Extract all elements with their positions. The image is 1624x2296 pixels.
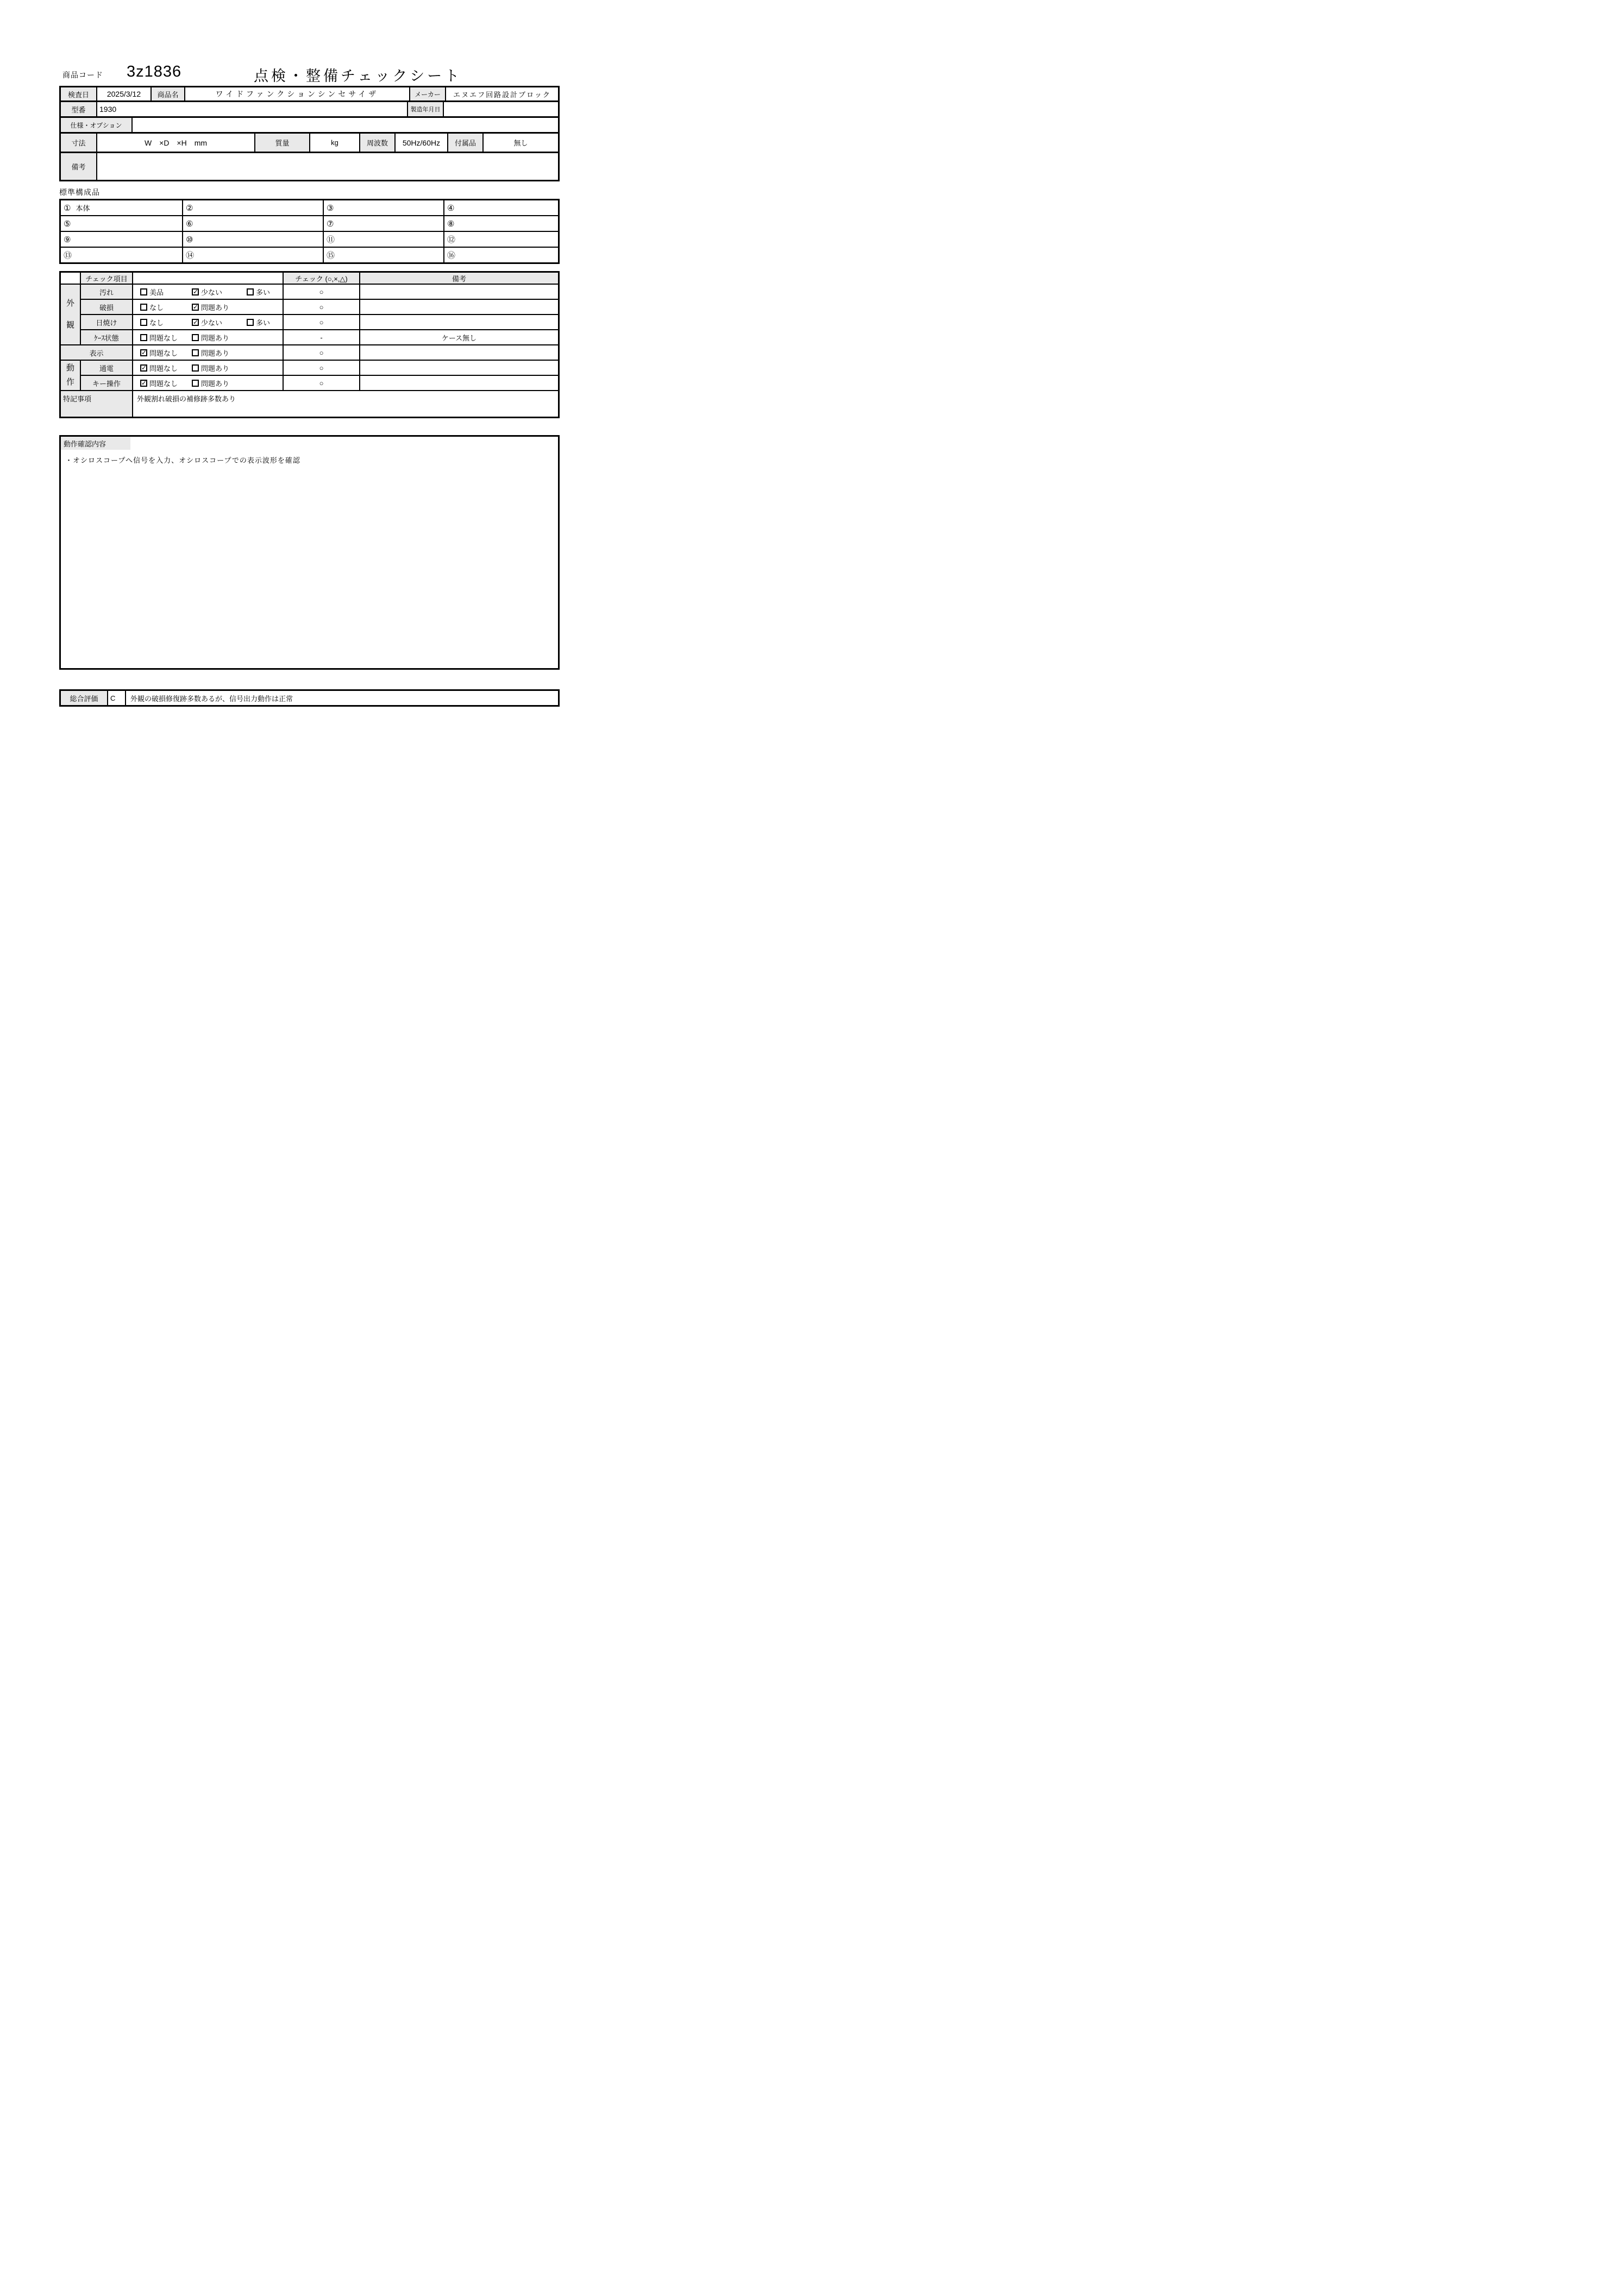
option-label: なし (149, 318, 164, 327)
info-row-2 (61, 100, 558, 116)
check-row-options (132, 300, 283, 314)
check-remarks: ケース無し (359, 330, 558, 344)
option (192, 317, 247, 328)
check-row-label: キー操作 (81, 376, 132, 390)
component-number: ③ (327, 203, 334, 213)
option (192, 378, 229, 388)
option-label: 少ない (201, 318, 223, 327)
component-cell (323, 216, 443, 231)
check-mark: ○ (283, 376, 359, 390)
product-info-table (59, 86, 560, 181)
overall-comment: 外観の破損修復跡多数あるが、信号出力動作は正常 (125, 691, 558, 705)
component-cell (61, 216, 182, 231)
component-cell (443, 232, 558, 247)
component-number: ⑯ (447, 251, 456, 260)
option-label: 問題なし (149, 349, 178, 357)
product-name-value: ワイドファンクションシンセサイザ (184, 87, 409, 100)
info-row-4 (61, 132, 558, 152)
overall-label: 総合評価 (61, 691, 107, 705)
options-header-cell (132, 273, 283, 284)
components-row (61, 200, 558, 215)
component-cell (61, 200, 182, 215)
model-label: 型番 (61, 102, 96, 116)
check-row-case (81, 329, 558, 344)
checkbox[interactable] (140, 349, 147, 356)
checkbox[interactable] (192, 334, 199, 341)
product-name-label: 商品名 (151, 87, 184, 100)
option-label: 問題あり (201, 334, 230, 342)
check-mark: ○ (283, 300, 359, 314)
option (192, 287, 247, 297)
option (140, 287, 192, 297)
option (192, 332, 229, 343)
option (192, 363, 229, 373)
product-code-value: 3z1836 (127, 63, 182, 80)
spec-option-label: 仕様・オプション (61, 118, 131, 132)
overall-row (61, 691, 558, 705)
component-number: ⑭ (186, 251, 195, 260)
component-cell (182, 216, 323, 231)
component-number: ⑦ (327, 219, 334, 229)
component-number: ⑧ (447, 219, 455, 229)
option (247, 317, 270, 328)
components-section-title: 標準構成品 (59, 188, 100, 197)
check-mark: ○ (283, 315, 359, 329)
component-cell (61, 248, 182, 262)
components-row (61, 247, 558, 262)
component-number: ⑩ (186, 235, 193, 244)
component-number: ⑫ (447, 235, 456, 244)
group-label-operation: 動作 (61, 361, 80, 390)
check-mark-header: チェック (○,×,△) (283, 273, 359, 284)
check-row-label: ｹｰｽ状態 (81, 330, 132, 344)
title-bar (59, 63, 560, 84)
check-row-damage (81, 299, 558, 314)
option-label: 問題あり (201, 379, 230, 388)
check-remarks (359, 285, 558, 299)
check-row-options (132, 376, 283, 390)
accessories-label: 付属品 (447, 134, 482, 152)
check-mark: ○ (283, 361, 359, 375)
check-row-power (81, 361, 558, 375)
component-number: ⑬ (64, 251, 72, 260)
checkbox[interactable] (192, 364, 199, 372)
spec-option-value (131, 118, 558, 132)
checkbox[interactable] (140, 319, 147, 326)
check-row-label: 汚れ (81, 285, 132, 299)
option-label: 問題あり (201, 364, 230, 373)
overall-evaluation-table (59, 689, 560, 707)
option-label: 多い (256, 288, 271, 297)
component-cell (443, 200, 558, 215)
model-value: 1930 (96, 102, 407, 116)
component-cell (443, 248, 558, 262)
check-remarks (359, 361, 558, 375)
check-row-options (132, 345, 283, 360)
components-table (59, 199, 560, 264)
maker-value: エヌエフ回路設計ブロック (445, 87, 558, 100)
option-label: 問題なし (149, 364, 178, 373)
component-cell (182, 200, 323, 215)
component-number: ② (186, 203, 193, 213)
inspection-date-value: 2025/3/12 (96, 87, 151, 100)
checkbox[interactable] (140, 288, 147, 295)
checkbox[interactable] (140, 304, 147, 311)
check-row-options (132, 315, 283, 329)
option-label: 問題なし (149, 379, 178, 388)
checkbox[interactable] (192, 288, 199, 295)
option-label: 少ない (201, 288, 223, 297)
option-label: 問題あり (201, 349, 230, 357)
option-label: 問題なし (149, 334, 178, 342)
check-table (59, 271, 560, 418)
overall-grade: C (107, 691, 125, 705)
check-sheet-page (0, 0, 610, 862)
check-remarks (359, 300, 558, 314)
page-title: 点検・整備チェックシート (254, 68, 462, 84)
check-item-header: チェック項目 (80, 273, 132, 284)
component-cell (61, 232, 182, 247)
component-number: ④ (447, 203, 455, 213)
group-label-appearance: 外観 (61, 285, 80, 344)
check-row-sunfade (81, 314, 558, 329)
component-number: ⑮ (327, 251, 335, 260)
option (140, 332, 192, 343)
remarks-header: 備考 (359, 273, 558, 284)
component-cell (182, 232, 323, 247)
accessories-value: 無し (482, 134, 558, 152)
component-number: ⑤ (64, 219, 71, 229)
check-row-keys (81, 375, 558, 390)
component-number: ⑪ (327, 235, 335, 244)
component-cell (182, 248, 323, 262)
checkbox[interactable] (140, 380, 147, 387)
remarks-label: 備考 (61, 153, 96, 180)
option (192, 348, 229, 358)
frequency-value: 50Hz/60Hz (394, 134, 447, 152)
dimensions-value: W ×D ×H mm (96, 134, 254, 152)
header-corner-cell (61, 273, 80, 284)
option (140, 363, 192, 373)
check-row-label: 表示 (61, 345, 132, 360)
option (247, 287, 270, 297)
check-remarks (359, 315, 558, 329)
weight-label: 質量 (254, 134, 309, 152)
check-row-options (132, 361, 283, 375)
check-mark: - (283, 330, 359, 344)
special-notes-content: 外観割れ破損の補修跡多数あり (132, 391, 558, 417)
info-row-5 (61, 152, 558, 180)
check-row-options (132, 330, 283, 344)
mfg-date-value (443, 102, 558, 116)
checkbox[interactable] (192, 319, 199, 326)
operation-group-band (61, 360, 558, 390)
operation-check-label: 動作確認内容 (61, 437, 130, 450)
check-remarks (359, 376, 558, 390)
check-row-dirt (81, 285, 558, 299)
mfg-date-label: 製造年月日 (407, 102, 443, 116)
option (140, 317, 192, 328)
check-mark: ○ (283, 345, 359, 360)
component-cell (323, 232, 443, 247)
component-cell (323, 200, 443, 215)
option-label: 美品 (149, 288, 164, 297)
weight-value: kg (309, 134, 359, 152)
check-row-display (61, 345, 558, 360)
special-notes-band (61, 390, 558, 417)
remarks-value (96, 153, 558, 180)
option (140, 302, 192, 312)
checkbox[interactable] (247, 288, 254, 295)
components-row (61, 215, 558, 231)
operation-check-content: ・オシロスコープへ信号を入力、オシロスコープでの表示波形を確認 (65, 456, 300, 464)
check-row-options (132, 285, 283, 299)
dimensions-label: 寸法 (61, 134, 96, 152)
checkbox[interactable] (192, 380, 199, 387)
info-row-3 (61, 116, 558, 132)
checkbox[interactable] (192, 304, 199, 311)
option (192, 302, 229, 312)
component-text: 本体 (76, 204, 90, 212)
option (140, 378, 192, 388)
component-number: ① (64, 203, 71, 213)
component-cell (323, 248, 443, 262)
check-remarks (359, 345, 558, 360)
display-band (61, 344, 558, 360)
checkbox[interactable] (192, 349, 199, 356)
option-label: 多い (256, 318, 271, 327)
component-cell (443, 216, 558, 231)
option-label: 問題あり (201, 303, 230, 312)
components-row (61, 231, 558, 247)
maker-label: メーカー (409, 87, 445, 100)
info-row-1 (61, 87, 558, 100)
checkbox[interactable] (247, 319, 254, 326)
check-row-label: 破損 (81, 300, 132, 314)
component-number: ⑨ (64, 235, 71, 244)
frequency-label: 周波数 (359, 134, 394, 152)
check-mark: ○ (283, 285, 359, 299)
special-notes-label: 特記事項 (61, 391, 132, 417)
check-row-label: 日焼け (81, 315, 132, 329)
checkbox[interactable] (140, 334, 147, 341)
component-number: ⑥ (186, 219, 193, 229)
check-row-label: 通電 (81, 361, 132, 375)
checkbox[interactable] (140, 364, 147, 372)
inspection-date-label: 検査日 (61, 87, 96, 100)
appearance-group-band (61, 284, 558, 344)
option (140, 348, 192, 358)
option-label: なし (149, 303, 164, 312)
operation-check-box (59, 435, 560, 670)
product-code-label: 商品コード (62, 71, 103, 79)
check-table-header (61, 273, 558, 284)
